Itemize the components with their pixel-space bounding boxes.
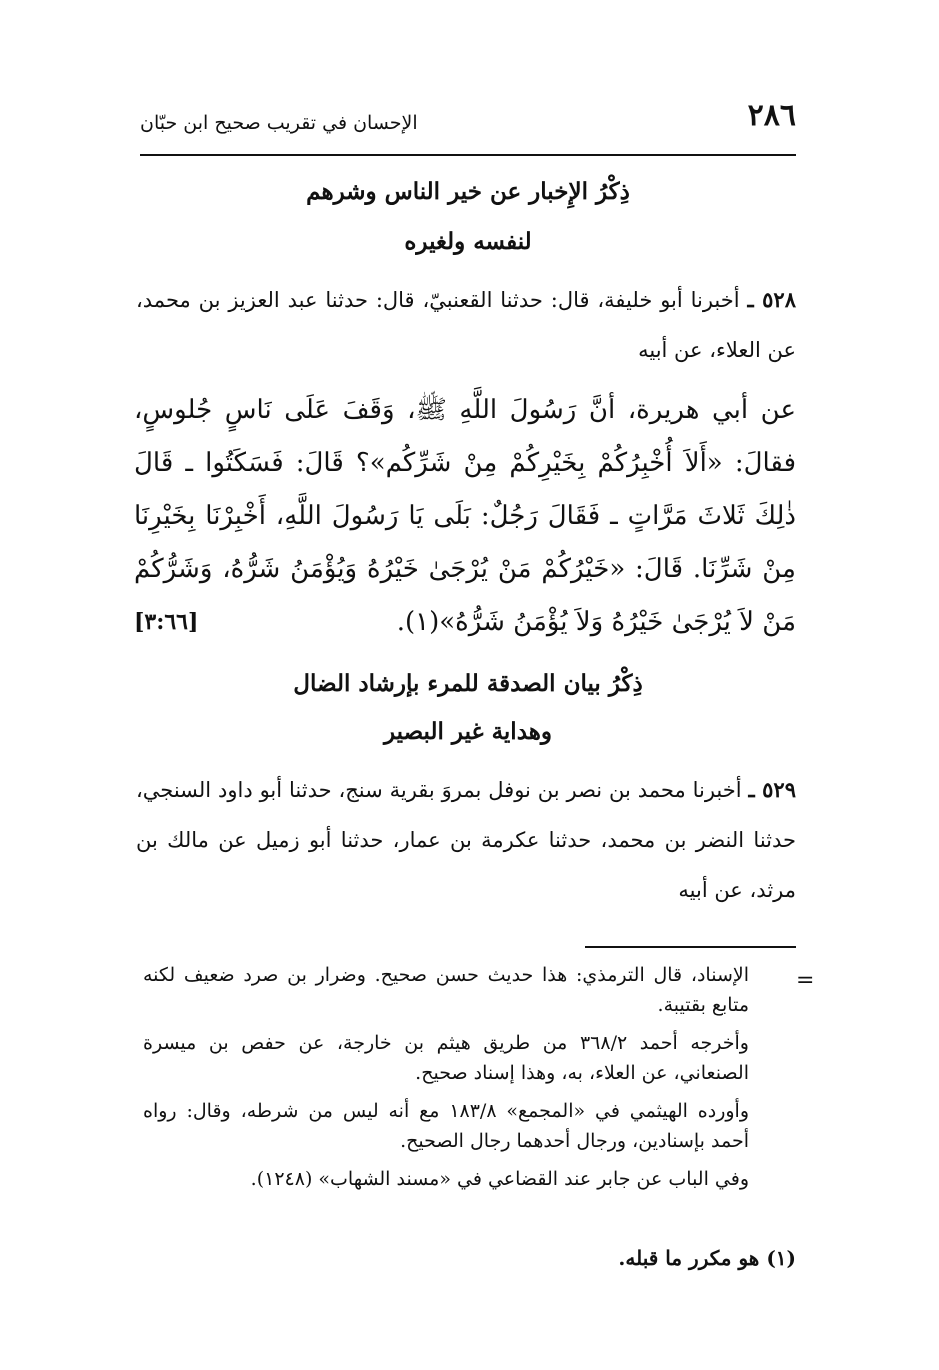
section-subtitle-1: لنفسه ولغيره	[404, 228, 532, 255]
footnotes	[143, 960, 749, 1202]
hadith-reference: [٣:٦٦]	[134, 609, 199, 635]
footnote-line: وفي الباب عن جابر عند القضاعي في «مسند الشهاب» (١٢٤٨).	[250, 1168, 749, 1190]
hadith-number: ٥٢٩ ـ	[748, 777, 796, 802]
section-subtitle-2: وهداية غير البصير	[383, 718, 553, 745]
footnote-separator	[585, 946, 796, 948]
footnote-line: وأورده الهيثمي في «المجمع» ١٨٣/٨ مع أنه ليس من شرطه، وقال: رواه أحمد بإسنادين، ورجال أحدهما رجال الصحيح.	[143, 1100, 750, 1152]
isnad-text: أخبرنا أبو خليفة، قال: حدثنا القعنبيّ، قال: حدثنا عبد العزيز بن محمد، عن العلاء، عن أبيه	[136, 288, 796, 362]
header-rule	[140, 154, 796, 156]
isnad-text: أخبرنا محمد بن نصر بن نوفل بمروَ بقرية سنج، حدثنا أبو داود السنجي، حدثنا النضر بن محمد، حدثنا عكرمة بن عمار، حدثنا أبو زميل عن مالك بن مرثد، عن أبيه	[136, 778, 796, 902]
hadith-528-isnad	[136, 275, 796, 375]
footnote-line: الإسناد، قال الترمذي: هذا حديث حسن صحيح. وضرار بن صرد ضعيف لكنه متابع بقتيبة.	[143, 964, 749, 1016]
hadith-number: ٥٢٨ ـ	[747, 287, 796, 312]
matn-text: عن أبي هريرة، أنَّ رَسُولَ اللَّهِ ﷺ، وَقَفَ عَلَى نَاسٍ جُلوسٍ، فقالَ: «أَلاَ أُخْبِرُكُمْ بِخَيْرِكُمْ مِنْ شَرِّكُم»؟ قَالَ: فَسَكَتُوا ـ قَالَ ذٰلِكَ ثَلاثَ مَرَّاتٍ ـ فَقَالَ رَجُلٌ: بَلَى يَا رَسُولَ اللَّهِ، أَخْبِرْنَا بِخَيْرِنَا مِنْ شَرِّنَا. قَالَ: «خَيْرُكُمْ مَنْ يُرْجَىٰ خَيْرُهُ وَيُؤْمَنُ شَرُّهُ، وَشَرُّكُمْ مَنْ لاَ يُرْجَىٰ خَيْرُهُ وَلاَ يُؤْمَنُ شَرُّهُ»(١).	[134, 395, 796, 637]
hadith-529-isnad	[136, 765, 796, 915]
footnote-line: وأخرجه أحمد ٣٦٨/٢ من طريق هيثم بن خارجة، عن حفص بن ميسرة الصنعاني، عن العلاء، به، وهذا إسناد صحيح.	[143, 1032, 749, 1084]
running-title: الإحسان في تقريب صحيح ابن حبّان	[140, 112, 418, 134]
page-number: ٢٨٦	[747, 98, 796, 133]
footnote-continuation-mark: =	[796, 968, 815, 993]
footnote-1: (١) هو مكرر ما قبله.	[618, 1246, 796, 1270]
page-header	[140, 98, 796, 154]
hadith-528-matn	[134, 384, 796, 649]
section-title-2: ذِكْرُ بيان الصدقة للمرء بإرشاد الضال	[293, 670, 643, 697]
section-title-1: ذِكْرُ الإِخبار عن خير الناس وشرهم	[306, 178, 630, 205]
